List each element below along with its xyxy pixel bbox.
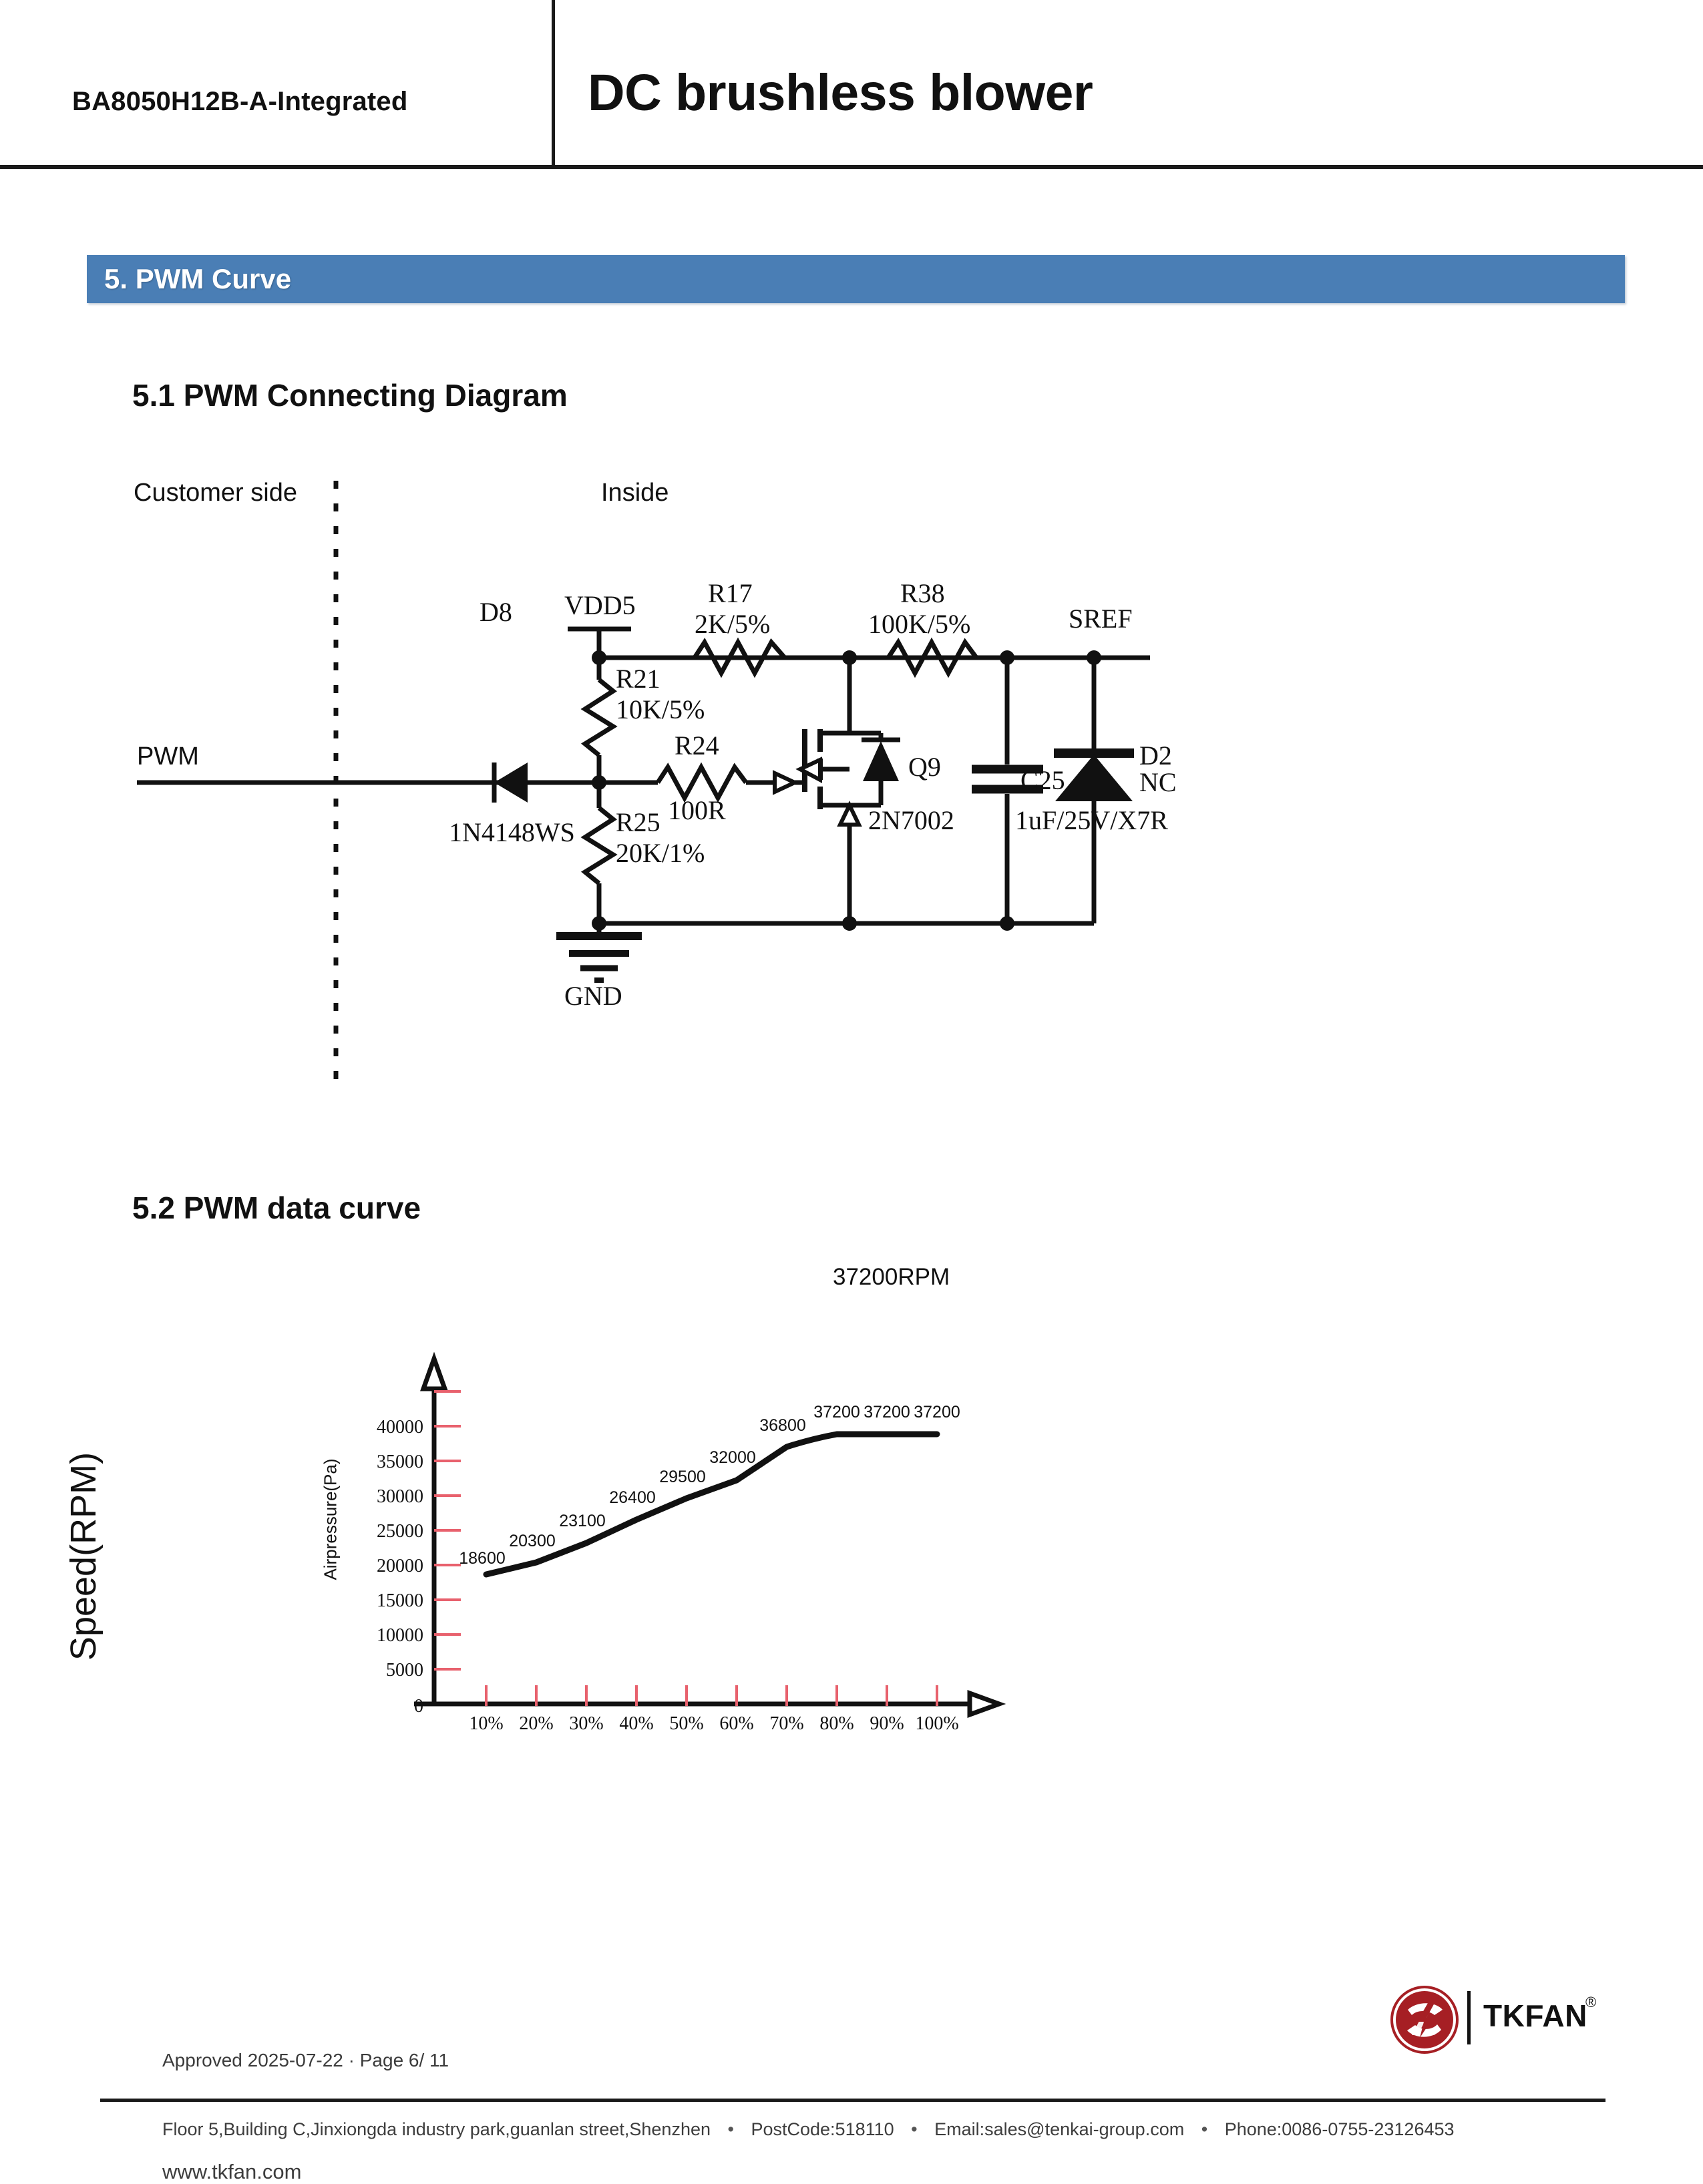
svg-text:25000: 25000 [377,1521,423,1542]
label-d8-ref: D8 [480,597,512,627]
model-code: BA8050H12B-A-Integrated [72,87,408,116]
brand-divider [1467,1991,1471,2044]
x-axis-tick-labels [469,1713,958,1734]
svg-text:0: 0 [414,1696,423,1717]
label-c25-ref: C25 [1020,765,1065,795]
section-banner-label: 5. PWM Curve [104,263,292,294]
label-sref: SREF [1069,604,1133,634]
page-footer [0,1976,1703,2183]
document-title: DC brushless blower [588,64,1093,122]
svg-text:30%: 30% [569,1713,604,1734]
label-r25-ref: R25 [616,807,660,837]
gate-arrow [775,773,795,792]
label-r21-val: 10K/5% [616,694,705,724]
svg-text:37200: 37200 [864,1403,910,1422]
svg-text:15000: 15000 [377,1590,423,1611]
footer-email: Email:sales@tenkai-group.com [934,2119,1185,2139]
brand-name: TKFAN [1483,1998,1587,2033]
footer-divider [100,2099,1605,2102]
label-gnd: GND [564,981,622,1011]
circuit-schematic-svg [0,461,1703,1128]
label-r17-val: 2K/5% [695,609,771,639]
diode-d8-triangle [494,762,528,803]
section-banner [87,255,1625,303]
svg-text:18600: 18600 [459,1549,506,1568]
label-q9-part: 2N7002 [868,805,954,835]
subsection-heading-51: 5.1 PWM Connecting Diagram [132,378,568,413]
label-vdd5: VDD5 [564,590,636,620]
mosfet-source-arrow [840,805,859,825]
y-axis-arrow [423,1359,445,1389]
label-r17-ref: R17 [708,578,753,608]
label-c25-val: 1uF/25V/X7R [1015,805,1168,835]
label-d2-ref: D2 [1139,740,1172,771]
label-r21-ref: R21 [616,664,660,694]
footer-bullet-3: • [1201,2119,1208,2139]
pwm-connecting-diagram [0,461,1703,1128]
svg-text:20300: 20300 [509,1532,556,1550]
svg-text:23100: 23100 [559,1512,606,1530]
svg-text:40%: 40% [619,1713,654,1734]
label-inside: Inside [601,479,669,507]
chart-title: 37200RPM [833,1264,950,1290]
svg-text:70%: 70% [769,1713,804,1734]
svg-text:35000: 35000 [377,1452,423,1472]
brand-logo-block [1388,1983,1608,2056]
svg-text:90%: 90% [870,1713,904,1734]
approval-status: Approved 2025-07-22 · Page 6/ 11 [162,2050,449,2070]
svg-text:10000: 10000 [377,1625,423,1646]
label-customer-side: Customer side [134,479,297,507]
label-r24-val: 100R [668,795,726,825]
subsection-heading-52: 5.2 PWM data curve [132,1190,421,1225]
svg-text:32000: 32000 [709,1448,756,1467]
chart-svg [0,1255,1703,1789]
svg-text:26400: 26400 [609,1488,656,1507]
tkfan-logo-icon [1388,1983,1461,2056]
svg-text:20000: 20000 [377,1556,423,1576]
resistor-r21-symbol [585,680,613,755]
svg-text:40000: 40000 [377,1417,423,1438]
label-r25-val: 20K/1% [616,838,705,868]
footer-phone: Phone:0086-0755-23126453 [1224,2119,1455,2139]
footer-bullet-2: • [911,2119,918,2139]
svg-text:80%: 80% [819,1713,854,1734]
header-divider [552,0,555,165]
svg-text:37200: 37200 [914,1403,960,1422]
footer-contact-line [162,2119,1455,2140]
svg-text:30000: 30000 [377,1486,423,1507]
label-r38-ref: R38 [900,578,945,608]
label-r38-val: 100K/5% [868,609,971,639]
footer-address-text: Floor 5,Building C,Jinxiongda industry park,guanlan street,Shenzhen [162,2119,711,2139]
label-q9-ref: Q9 [908,752,941,782]
svg-text:29500: 29500 [659,1468,706,1486]
svg-text:10%: 10% [469,1713,504,1734]
diode-d2-triangle [1055,754,1133,801]
footer-bullet-1: • [727,2119,734,2139]
label-d2-val: NC [1139,767,1177,797]
label-d8-part: 1N4148WS [449,817,575,847]
body-diode-triangle [863,741,899,781]
svg-text:100%: 100% [915,1713,959,1734]
brand-registered-mark: ® [1585,1994,1597,2010]
svg-text:60%: 60% [719,1713,754,1734]
resistor-r25-symbol [585,808,613,883]
chart-y-axis-title: Speed(RPM) [63,1452,104,1661]
svg-text:37200: 37200 [813,1403,860,1422]
footer-postcode: PostCode:518110 [751,2119,894,2139]
page-header [0,0,1703,169]
y-axis-ticks [434,1391,461,1669]
svg-text:36800: 36800 [759,1416,806,1435]
x-axis-arrow [970,1693,999,1715]
chart-secondary-axis-title: Airpressure(Pa) [320,1458,341,1580]
svg-text:20%: 20% [519,1713,554,1734]
svg-text:5000: 5000 [386,1660,423,1681]
y-axis-tick-labels [377,1417,423,1717]
footer-website-url: www.tkfan.com [162,2160,302,2183]
label-pwm: PWM [137,742,199,771]
pwm-data-chart [0,1255,1703,1789]
label-r24-ref: R24 [675,730,719,760]
chart-point-labels [459,1403,960,1568]
resistor-r24-symbol [658,767,746,798]
svg-text:50%: 50% [669,1713,704,1734]
